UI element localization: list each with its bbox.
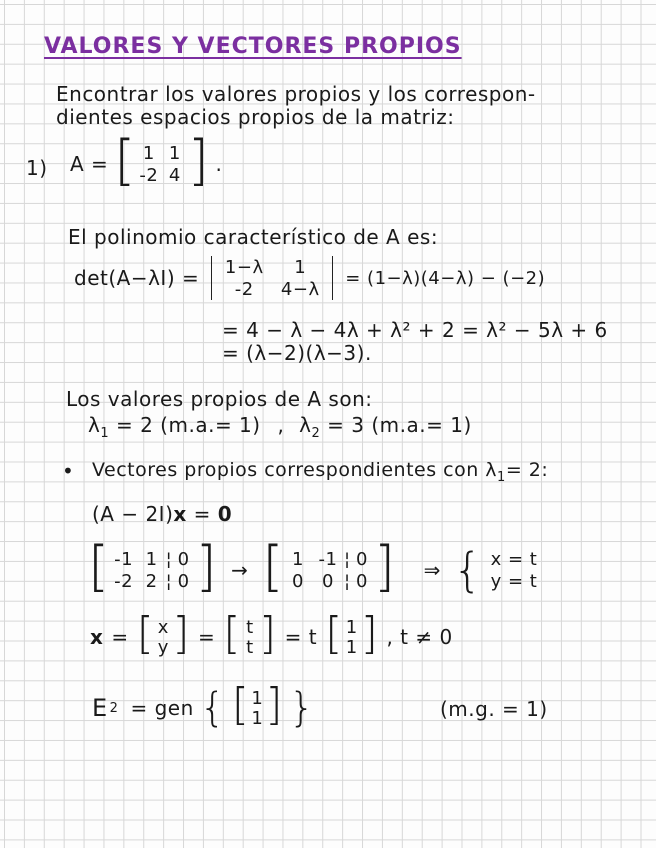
- system-brace: {: [452, 543, 483, 597]
- aug-cell: 1: [145, 548, 158, 570]
- system-zero: 0: [217, 502, 233, 526]
- det-cell: 4−λ: [280, 278, 320, 300]
- system-equals: =: [193, 502, 211, 526]
- eigenspace-gen: = gen: [130, 696, 194, 720]
- matrix-cell: 1: [142, 142, 155, 164]
- aug-cell: 0: [177, 570, 190, 592]
- det-matrix: [207, 256, 337, 300]
- eigenspace-vector: [ 1 1 ]: [231, 679, 284, 730]
- aug-cell: -2: [114, 570, 134, 592]
- char-poly-intro: El polinomio característico de A es:: [68, 225, 439, 249]
- vector-11: [ 1 1 ]: [325, 608, 379, 659]
- det-cell: -2: [234, 278, 254, 300]
- determinant-line: [74, 256, 545, 300]
- page-title: VALORES Y VECTORES PROPIOS: [44, 34, 462, 59]
- eigenvector-line: [90, 608, 453, 659]
- vector-equals-2: =: [198, 625, 216, 649]
- system-equation: [92, 502, 232, 526]
- arrow-icon: →: [231, 558, 249, 582]
- det-cell: 1−λ: [224, 256, 264, 278]
- matrix-period: .: [215, 152, 223, 176]
- bullet: •: [62, 459, 75, 483]
- eigenvalues-comma: ,: [277, 413, 285, 437]
- vector-cell: 1: [345, 616, 358, 638]
- aug-cell: 0: [177, 548, 190, 570]
- aug-cell: 0: [292, 570, 304, 592]
- augmented-matrix-2: [ 1 -1 ¦ 0 0 0 ¦ 0 ]: [262, 535, 396, 598]
- vectors-heading-subscript: 1: [497, 470, 506, 485]
- system-lhs: (A − 2I): [92, 502, 174, 526]
- det-rhs-1: = (1−λ)(4−λ) − (−2): [345, 267, 546, 289]
- aug-cell: 0: [356, 548, 368, 570]
- vector-equals-1: =: [111, 625, 129, 649]
- aug-cell: 0: [322, 570, 334, 592]
- aug-cell: 1: [292, 548, 304, 570]
- close-brace: }: [289, 685, 315, 731]
- lambda-2-subscript: 2: [311, 426, 321, 441]
- matrix-a: [ 1 1 -2 4 ]: [114, 129, 210, 192]
- vector-cell: 1: [251, 687, 264, 709]
- vector-x: x: [90, 625, 104, 649]
- vector-cell: 1: [345, 636, 358, 658]
- lambda-1-subscript: 1: [100, 426, 110, 441]
- det-rhs-3: = (λ−2)(λ−3).: [222, 341, 372, 365]
- vector-cell: y: [157, 636, 169, 658]
- eigenvalues-intro: Los valores propios de A son:: [66, 387, 373, 411]
- lambda-2-value: = 3 (m.a.= 1): [327, 413, 472, 437]
- vector-xy: [ x y ]: [136, 608, 191, 659]
- implies-icon: ⇒: [423, 558, 441, 582]
- lambda-1-value: = 2 (m.a.= 1): [115, 413, 261, 437]
- vector-condition: , t ≠ 0: [386, 625, 453, 649]
- matrix-cell: 1: [168, 142, 181, 164]
- intro-line-1: Encontrar los valores propios y los correspon-: [56, 82, 536, 106]
- system-x: x: [173, 502, 187, 526]
- augmented-matrix-1: [ -1 1 ¦ 0 -2 2 ¦ 0 ]: [88, 535, 218, 598]
- solution-y: y = t: [490, 570, 538, 592]
- problem-number: 1): [26, 156, 48, 180]
- row-reduction: [88, 535, 551, 598]
- vector-tt: [ t t ]: [223, 608, 277, 659]
- matrix-cell: -2: [139, 164, 159, 186]
- open-brace: {: [199, 685, 226, 731]
- solution: [491, 548, 551, 592]
- problem-matrix-statement: [70, 129, 223, 192]
- vectors-heading-text: Vectores propios correspondientes con λ: [92, 459, 498, 481]
- vectors-heading: [92, 459, 548, 485]
- geometric-multiplicity: (m.g. = 1): [440, 697, 548, 721]
- lambda-1-symbol: λ: [88, 413, 101, 437]
- matrix-lhs: A =: [70, 152, 109, 176]
- det-cell: 1: [294, 256, 307, 278]
- eigenspace-symbol: E: [92, 694, 108, 722]
- det-rhs-2: = 4 − λ − 4λ + λ² + 2 = λ² − 5λ + 6: [222, 318, 608, 342]
- vector-cell: 1: [251, 707, 264, 729]
- aug-cell: -1: [318, 548, 338, 570]
- eigenspace-line: [92, 679, 315, 731]
- eigenvalues-line: [88, 413, 472, 441]
- aug-cell: 2: [145, 570, 158, 592]
- vector-cell: t: [246, 636, 254, 658]
- vector-equals-3: = t: [284, 625, 318, 649]
- vectors-heading-tail: = 2:: [505, 459, 549, 481]
- solution-x: x = t: [490, 548, 538, 570]
- eigenspace-subscript: 2: [109, 700, 119, 716]
- aug-cell: -1: [114, 548, 134, 570]
- lambda-2-symbol: λ: [299, 413, 312, 437]
- vector-cell: x: [157, 616, 169, 638]
- intro-line-2: dientes espacios propios de la matriz:: [56, 105, 455, 129]
- aug-cell: 0: [356, 570, 368, 592]
- matrix-cell: 4: [168, 164, 181, 186]
- det-lhs: det(A−λI) =: [74, 266, 200, 290]
- vector-cell: t: [246, 616, 254, 638]
